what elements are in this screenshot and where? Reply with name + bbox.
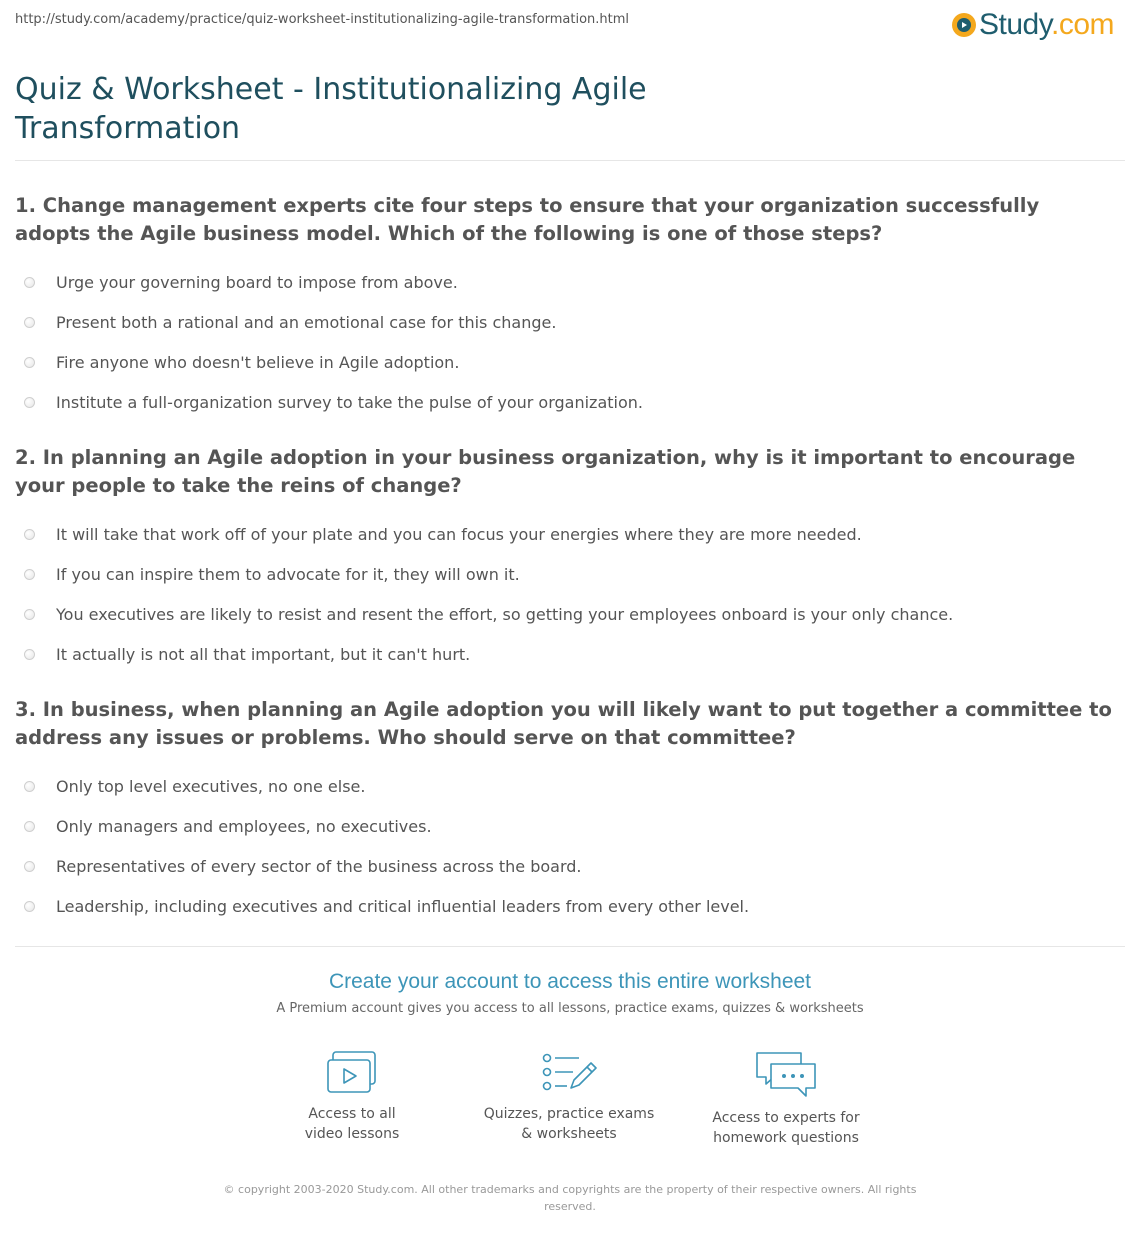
header-divider xyxy=(15,160,1125,161)
question-text: 2. In planning an Agile adoption in your business organization, why is it important to encourage your people to take the reins of change? xyxy=(15,446,1076,497)
answer-label: Only managers and employees, no executives. xyxy=(56,816,432,836)
answer-label: You executives are likely to resist and resent the effort, so getting your employees onboard is your only chance. xyxy=(56,604,954,624)
answer-label: Present both a rational and an emotional case for this change. xyxy=(56,312,557,332)
radio-button-icon[interactable] xyxy=(24,901,35,912)
answer-label: Urge your governing board to impose from above. xyxy=(56,272,458,292)
feature-label-line2: & worksheets xyxy=(521,1126,617,1142)
logo-tld: .com xyxy=(1050,8,1114,41)
answer-option[interactable] xyxy=(15,302,1120,342)
radio-button-icon[interactable] xyxy=(24,821,35,832)
logo-brand: Study xyxy=(978,8,1051,41)
feature-label-line1: Access to all xyxy=(308,1106,396,1122)
create-account-link[interactable]: Create your account to access this entire worksheet xyxy=(328,970,812,993)
answer-option[interactable] xyxy=(15,554,1120,594)
radio-button-icon[interactable] xyxy=(24,861,35,872)
answer-list xyxy=(15,262,1120,422)
answer-option[interactable] xyxy=(15,594,1120,634)
radio-button-icon[interactable] xyxy=(24,781,35,792)
answer-option[interactable] xyxy=(15,846,1120,886)
question-1 xyxy=(15,192,1120,422)
answer-option[interactable] xyxy=(15,634,1120,674)
question-text: 1. Change management experts cite four steps to ensure that your organization successfully adopts the Agile business model. Which of the following is one of those steps? xyxy=(15,194,1040,245)
answer-label: If you can inspire them to advocate for it, they will own it. xyxy=(56,564,520,584)
feature-label-line2: video lessons xyxy=(304,1126,400,1142)
page-title: Quiz & Worksheet - Institutionalizing Agile Transformation xyxy=(15,72,647,146)
video-lessons-icon xyxy=(325,1050,379,1096)
radio-button-icon[interactable] xyxy=(24,569,35,580)
answer-label: It will take that work off of your plate and you can focus your energies where they are more needed. xyxy=(56,524,862,544)
feature-label-line2: homework questions xyxy=(713,1130,859,1146)
footer-divider xyxy=(15,946,1125,947)
radio-button-icon[interactable] xyxy=(24,397,35,408)
answer-label: It actually is not all that important, but it can't hurt. xyxy=(56,644,471,664)
radio-button-icon[interactable] xyxy=(24,529,35,540)
answer-list xyxy=(15,514,1120,674)
answer-list xyxy=(15,766,1120,926)
answer-option[interactable] xyxy=(15,766,1120,806)
answer-option[interactable] xyxy=(15,262,1120,302)
feature-video-lessons xyxy=(252,1050,452,1144)
logo-wordmark xyxy=(979,8,1114,42)
copyright-notice: © copyright 2003-2020 Study.com. All other trademarks and copyrights are the property of their respective owners. All rights reserved. xyxy=(223,1183,917,1213)
premium-description: A Premium account gives you access to all lessons, practice exams, quizzes & worksheets xyxy=(276,1001,864,1016)
feature-label xyxy=(252,1104,452,1144)
answer-option[interactable] xyxy=(15,342,1120,382)
question-2 xyxy=(15,444,1120,674)
answer-option[interactable] xyxy=(15,382,1120,422)
feature-label xyxy=(469,1104,669,1144)
answer-option[interactable] xyxy=(15,886,1120,926)
radio-button-icon[interactable] xyxy=(24,357,35,368)
radio-button-icon[interactable] xyxy=(24,649,35,660)
play-circle-icon xyxy=(952,13,976,37)
radio-button-icon[interactable] xyxy=(24,317,35,328)
radio-button-icon[interactable] xyxy=(24,277,35,288)
quiz-checklist-icon xyxy=(541,1050,597,1096)
feature-label-line1: Access to experts for xyxy=(712,1110,860,1126)
answer-label: Representatives of every sector of the business across the board. xyxy=(56,856,582,876)
question-3 xyxy=(15,696,1120,926)
answer-label: Institute a full-organization survey to take the pulse of your organization. xyxy=(56,392,643,412)
study-logo[interactable] xyxy=(952,8,1114,42)
question-text: 3. In business, when planning an Agile adoption you will likely want to put together a committee to address any issues or problems. Who should serve on that committee? xyxy=(15,698,1112,749)
feature-experts xyxy=(686,1050,886,1148)
answer-option[interactable] xyxy=(15,806,1120,846)
page-url: http://study.com/academy/practice/quiz-worksheet-institutionalizing-agile-transformation.html xyxy=(15,12,630,27)
radio-button-icon[interactable] xyxy=(24,609,35,620)
answer-label: Only top level executives, no one else. xyxy=(56,776,366,796)
chat-bubbles-icon xyxy=(754,1050,818,1100)
feature-label xyxy=(686,1108,886,1148)
answer-label: Leadership, including executives and critical influential leaders from every other level. xyxy=(56,896,750,916)
answer-option[interactable] xyxy=(15,514,1120,554)
feature-quizzes xyxy=(469,1050,669,1144)
answer-label: Fire anyone who doesn't believe in Agile adoption. xyxy=(56,352,460,372)
feature-label-line1: Quizzes, practice exams xyxy=(483,1106,655,1122)
